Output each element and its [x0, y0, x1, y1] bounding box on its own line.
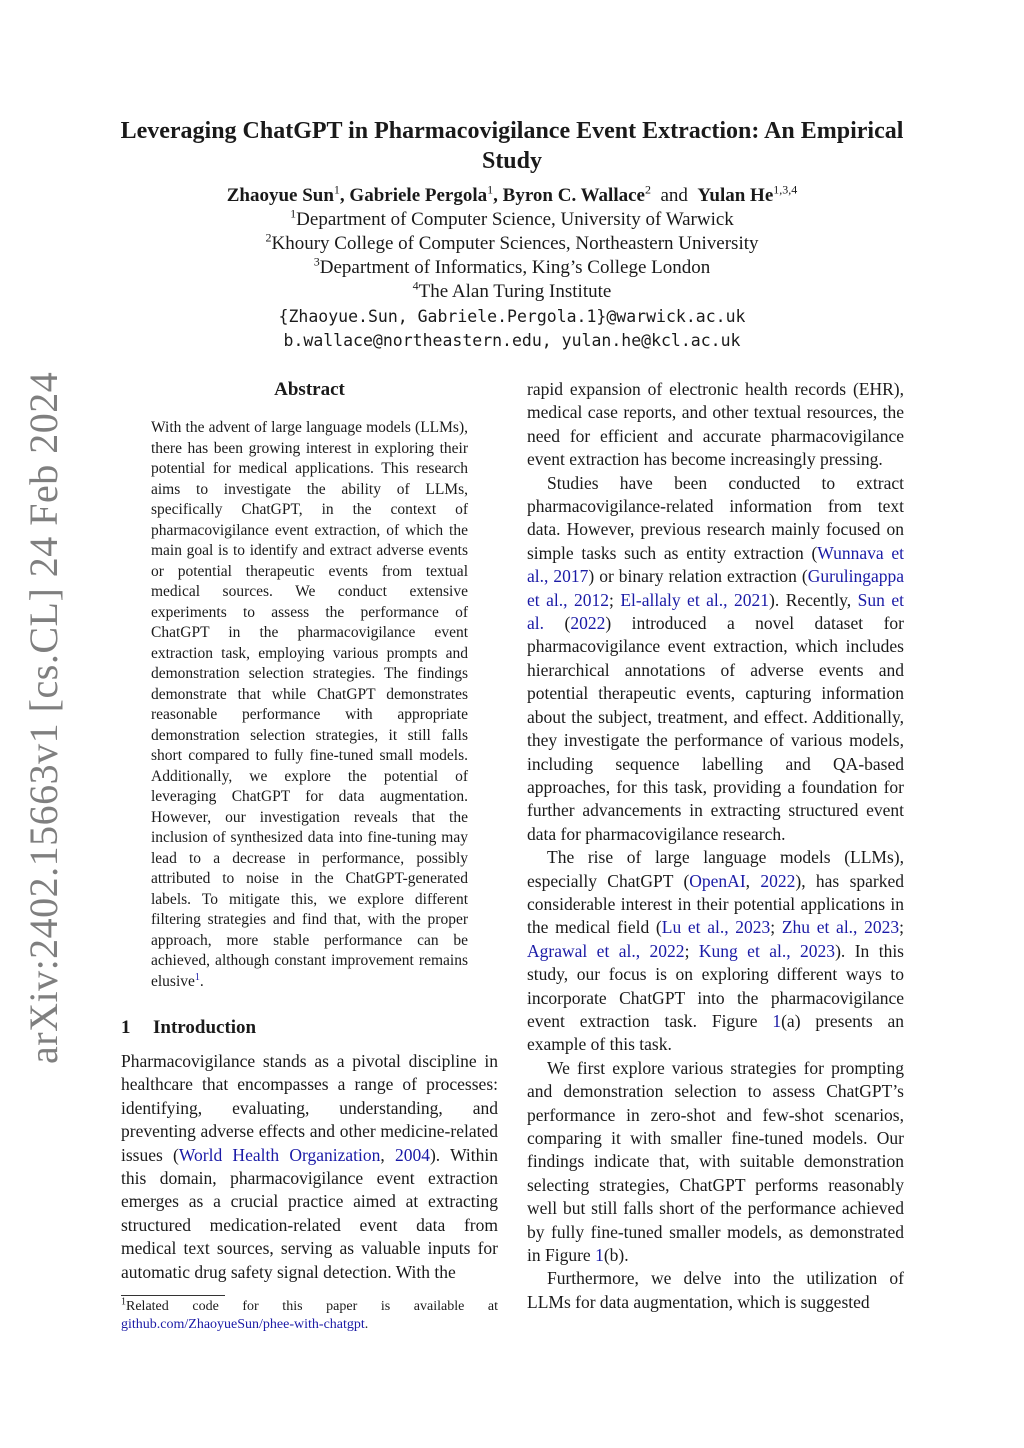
affil-mark: 1	[333, 182, 340, 197]
github-link[interactable]: github.com/ZhaoyueSun/phee-with-chatgpt	[121, 1317, 365, 1332]
left-column	[121, 378, 498, 1284]
citation-link[interactable]: Kung et al., 2023	[698, 940, 836, 961]
body-paragraph: Furthermore, we delve into the utilization of LLMs for data augmentation, which is suggested	[527, 1268, 904, 1312]
intro-paragraph: Pharmacovigilance stands as a pivotal discipline in healthcare that encompasses a range of processes: identifying, evaluating, understanding, and preventing adverse effects and other medicine-related issues (World Health Organization, 2004). Within this domain, pharmacovigilance event extraction emerges as a crucial practice aimed at extracting structured medication-related event data from medical text sources, serving as valuable inputs for automatic drug safety signal detection. With the	[121, 1051, 499, 1282]
citation-link[interactable]: 2022	[760, 870, 796, 891]
citation-link[interactable]: 2022	[570, 613, 606, 634]
citation-link[interactable]: Agrawal et al., 2022	[527, 940, 685, 961]
author-email: {Zhaoyue.Sun, Gabriele.Pergola.1}@warwick.ac.uk	[278, 307, 746, 326]
arxiv-watermark: arXiv:2402.15663v1 [cs.CL] 24 Feb 2024	[21, 371, 66, 1064]
author-name: Zhaoyue Sun	[226, 185, 334, 206]
footnote: $^1$Related code for this paper is available at github.com/ZhaoyueSun/phee-with-chatgpt.	[121, 1296, 498, 1332]
footnote-rule	[121, 1295, 225, 1296]
body-paragraph: The rise of large language models (LLMs), especially ChatGPT (OpenAI, 2022), has sparked considerable interest in their potential applications in the medical field (Lu et al., 2023; Zhu et al., 2023; Agrawal et al., 2022; Kung et al., 2023). In this study, our focus is on exploring different ways to incorporate ChatGPT into the pharmacovigilance event extraction task. Figure 1(a) presents an example of this task.	[527, 847, 905, 1055]
right-column	[527, 378, 904, 1314]
body-paragraph: Studies have been conducted to extract pharmacovigilance-related information from text data. However, previous research mainly focused on simple tasks such as entity extraction (Wunnava et al., 2017) or binary relation extraction (Gurulingappa et al., 2012; El-allaly et al., 2021). Recently, Sun et al. (2022) introduced a novel dataset for pharmacovigilance event extraction, which includes hierarchical annotations of adverse events and potential therapeutic events, capturing information about the subject, treatment, and effect. Additionally, they investigate the performance of various models, including sequence labelling and QA-based approaches, for this task, providing a foundation for further advancements in extracting structured event data for pharmacovigilance research.	[527, 472, 905, 844]
affil-mark: 1	[487, 182, 494, 197]
figure-link[interactable]: 1	[772, 1010, 782, 1031]
author-email: b.wallace@northeastern.edu, yulan.he@kcl.ac.uk	[283, 331, 741, 350]
affiliation: $^1$Department of Computer Science, University of Warwick	[290, 206, 734, 230]
affil-mark: 1,3,4	[773, 182, 798, 197]
citation-link[interactable]: Lu et al., 2023	[661, 917, 771, 938]
author-and: and	[660, 185, 688, 206]
citation-link[interactable]: El-allaly et al., 2021	[620, 589, 770, 610]
affiliation: $^2$Khoury College of Computer Sciences, Northeastern University	[265, 230, 759, 254]
affiliation: $^4$The Alan Turing Institute	[412, 278, 612, 302]
abstract-heading: Abstract	[274, 379, 345, 400]
citation-link[interactable]: Sun et al.	[527, 589, 904, 634]
author-list: Zhaoyue Sun$^1$, Gabriele Pergola$^1$, Byron C. Wallace$^2$ and Yulan He$^{1,3,4}$	[226, 182, 798, 206]
author-name: Gabriele Pergola	[349, 185, 488, 206]
body-paragraph: We first explore various strategies for prompting and demonstration selection to assess ChatGPT’s performance in zero-shot and few-shot scenarios, comparing it with smaller fine-tuned models. Our findings indicate that, with suitable demonstration selecting strategies, ChatGPT performs reasonably well but still falls short of the performance achieved by fully fine-tuned smaller models, as demonstrated in Figure 1(b).	[527, 1057, 904, 1266]
author-name: Byron C. Wallace	[502, 185, 645, 206]
section-heading-introduction: 1 Introduction	[121, 1017, 257, 1038]
citation-link[interactable]: OpenAI	[689, 870, 746, 891]
citation-link[interactable]: World Health Organization	[178, 1144, 381, 1165]
affiliation: $^3$Department of Informatics, King’s College London	[313, 254, 711, 278]
citation-link[interactable]: 2004	[394, 1144, 430, 1165]
body-paragraph: rapid expansion of electronic health records (EHR), medical case reports, and other textual resources, the need for efficient and accurate pharmacovigilance event extraction has become increasingly pressing.	[527, 379, 904, 470]
citation-link[interactable]: Zhu et al., 2023	[781, 917, 900, 938]
citation-link[interactable]: Gurulingappa et al., 2012	[527, 566, 904, 610]
figure-link[interactable]: 1	[595, 1245, 604, 1266]
citation-link[interactable]: Wunnava et al., 2017	[527, 542, 904, 587]
footnote-mark[interactable]: 1	[194, 971, 200, 983]
abstract-body: With the advent of large language models (LLMs), there has been growing interest in exploring their potential for medical applications. This research aims to investigate the ability of LLMs, specifically ChatGPT, in the context of pharmacovigilance event extraction, of which the main goal is to identify and extract adverse events or potential therapeutic events from textual medical sources. We conduct extensive experiments to assess the performance of ChatGPT in the pharmacovigilance event extraction task, employing various prompts and demonstration selection strategies. The findings demonstrate that while ChatGPT demonstrates reasonable performance with appropriate demonstration selection strategies, it still falls short compared to fully fine-tuned small models. Additionally, we explore the potential of leveraging ChatGPT for data augmentation. However, our investigation reveals that the inclusion of synthesized data into fine-tuning may lead to a decrease in performance, possibly attributed to noise in the ChatGPT-generated labels. To mitigate this, we explore different filtering strategies and find that, with the proper approach, more stable performance can be achieved, although constant improvement remains elusive$^1$.	[151, 419, 468, 990]
affil-mark: 2	[644, 182, 651, 197]
author-name: Yulan He	[697, 185, 774, 206]
paper-title: Leveraging ChatGPT in Pharmacovigilance Event Extraction: An Empirical Study	[120, 118, 904, 174]
